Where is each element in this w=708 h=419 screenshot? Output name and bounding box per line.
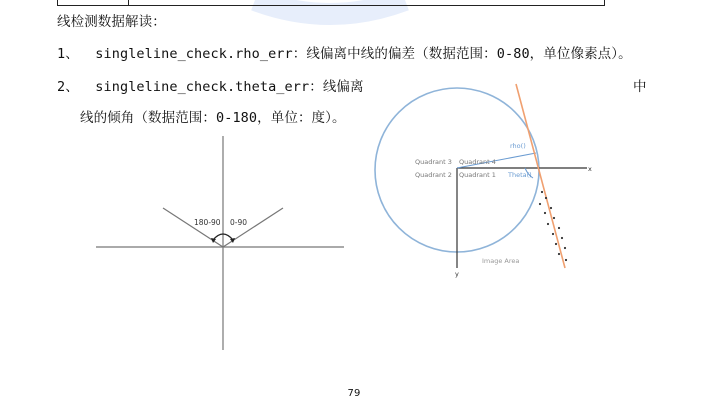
- sample-point: [564, 247, 566, 249]
- sample-point: [558, 227, 560, 229]
- sample-point: [541, 191, 543, 193]
- sample-point: [547, 223, 549, 225]
- sample-point: [565, 259, 567, 261]
- list-item-2-tail: 中: [633, 79, 647, 95]
- list-item-2: [57, 75, 364, 95]
- quadrant-3-label: Quadrant 3: [415, 158, 452, 166]
- list-item-2-text: singleline_check.theta_err：线偏离: [95, 79, 364, 95]
- section-heading: 线检测数据解读：: [57, 14, 166, 30]
- table-column-divider: [128, 0, 129, 5]
- sample-point: [558, 253, 560, 255]
- list-item-2-number: 2、: [57, 79, 79, 95]
- x-axis-label: x: [588, 165, 592, 173]
- page-number: 79: [347, 388, 361, 399]
- sample-point: [545, 197, 547, 199]
- quadrant-4-label: Quadrant 4: [459, 158, 496, 166]
- sample-point: [561, 237, 563, 239]
- y-axis-label: y: [455, 270, 459, 278]
- angle-label-right: 0-90: [230, 218, 248, 227]
- list-item-1-text: singleline_check.rho_err：线偏离中线的偏差（数据范围：0-80，单位像素点）。: [95, 46, 632, 62]
- sample-point: [550, 207, 552, 209]
- rho-label: rho(): [510, 142, 526, 150]
- list-item-1-number: 1、: [57, 46, 79, 62]
- table-bottom-edge: [57, 0, 605, 6]
- angle-label-left: 180-90: [194, 218, 221, 227]
- quadrant-1-label: Quadrant 1: [459, 171, 496, 179]
- image-area-label: Image Area: [482, 257, 520, 265]
- list-item-2-continuation: 线的倾角（数据范围：0-180，单位：度）。: [80, 110, 346, 126]
- sample-point: [553, 217, 555, 219]
- sample-point: [544, 212, 546, 214]
- theta-label: Theta(): [508, 171, 532, 179]
- coordinate-diagram: [370, 80, 630, 280]
- sample-point: [552, 233, 554, 235]
- sample-point: [539, 203, 541, 205]
- sample-point: [555, 243, 557, 245]
- quadrant-2-label: Quadrant 2: [415, 171, 452, 179]
- list-item-1: [57, 42, 632, 62]
- angle-diagram: [90, 130, 350, 355]
